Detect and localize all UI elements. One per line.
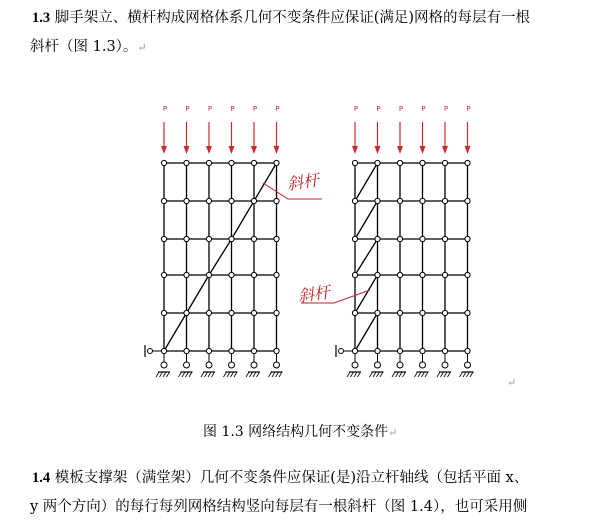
support-pin (442, 362, 448, 368)
load-arrowhead (352, 146, 358, 154)
support-hatch (208, 372, 211, 377)
support-hatch (422, 372, 425, 377)
joint-node (397, 236, 402, 241)
load-arrowhead (375, 146, 381, 154)
load-mark: P (443, 105, 449, 113)
joint-node (184, 198, 189, 203)
joint-node (397, 160, 402, 165)
joint-node (352, 236, 357, 241)
joint-node (161, 236, 166, 241)
support-pin (229, 362, 235, 368)
joint-node (229, 160, 234, 165)
joint-node (184, 272, 189, 277)
joint-node (352, 310, 357, 315)
joint-node (442, 348, 447, 353)
joint-node (274, 348, 279, 353)
diagonal-brace-label: 斜杆 (285, 170, 321, 194)
load-mark: P (207, 105, 213, 113)
joint-node (465, 160, 470, 165)
joint-node (206, 160, 211, 165)
joint-node (352, 160, 357, 165)
support-hatch (418, 372, 421, 377)
support-pin (375, 362, 381, 368)
support-hatch (179, 372, 182, 377)
support-hatch (182, 372, 185, 377)
support-hatch (163, 372, 166, 377)
paragraph-mark: ↵ (137, 41, 147, 54)
support-pin (206, 362, 212, 368)
joint-node (352, 348, 357, 353)
joint-node (442, 272, 447, 277)
diagonal-brace (254, 163, 277, 201)
support-hatch (448, 372, 451, 377)
joint-node (274, 198, 279, 203)
load-mark: P (275, 105, 280, 113)
support-hatch (231, 372, 234, 377)
support-pin (420, 362, 426, 368)
joint-node (397, 198, 402, 203)
support-hatch (246, 372, 249, 377)
joint-node (206, 198, 211, 203)
joint-node (397, 348, 402, 353)
figure-caption (203, 421, 397, 441)
joint-node (465, 310, 470, 315)
support-hatch (380, 372, 383, 377)
section-text-continued: 斜杆（图 1.3）。 (30, 39, 138, 55)
support-hatch (415, 372, 418, 377)
diagonal-brace (355, 239, 378, 275)
joint-node (420, 348, 425, 353)
support-hatch (460, 372, 463, 377)
support-hatch (467, 372, 470, 377)
section-number: 1.4 (32, 470, 51, 486)
joint-node (251, 160, 256, 165)
diagonal-brace (187, 275, 210, 313)
support-hatch (205, 372, 208, 377)
load-mark: P (398, 105, 404, 113)
joint-node (251, 272, 256, 277)
joint-node (420, 198, 425, 203)
support-hatch (399, 372, 402, 377)
support-pin (251, 362, 257, 368)
support-hatch (396, 372, 399, 377)
joint-node (420, 272, 425, 277)
load-arrowhead (420, 146, 426, 154)
load-arrowhead (251, 146, 257, 154)
load-mark: P (353, 105, 359, 113)
load-arrowhead (229, 146, 235, 154)
joint-node (184, 348, 189, 353)
support-hatch (156, 372, 159, 377)
joint-node (352, 272, 357, 277)
joint-node (229, 348, 234, 353)
figure-caption-text: 图 1.3 网络结构几何不变条件 (203, 424, 389, 440)
load-arrowhead (206, 146, 212, 154)
support-hatch (212, 372, 215, 377)
diagonal-brace (232, 201, 255, 239)
joint-node (442, 160, 447, 165)
joint-node (161, 310, 166, 315)
support-hatch (160, 372, 163, 377)
support-pin (465, 362, 471, 368)
support-hatch (358, 372, 361, 377)
support-hatch (370, 372, 373, 377)
joint-node (161, 198, 166, 203)
load-mark: P (162, 105, 168, 113)
joint-node (161, 348, 166, 353)
joint-node (251, 310, 256, 315)
support-hatch (470, 372, 473, 377)
support-hatch (403, 372, 406, 377)
support-hatch (441, 372, 444, 377)
load-mark: P (252, 105, 258, 113)
joint-node (274, 272, 279, 277)
load-mark: P (421, 105, 426, 113)
support-hatch (227, 372, 230, 377)
load-arrowhead (274, 146, 280, 154)
joint-node (206, 236, 211, 241)
joint-node (465, 272, 470, 277)
support-hatch (425, 372, 428, 377)
diagonal-brace-label: 斜杆 (296, 282, 332, 306)
joint-node (161, 272, 166, 277)
joint-node (420, 160, 425, 165)
diagonal-brace (355, 201, 378, 239)
load-arrowhead (161, 146, 167, 154)
diagonal-brace (209, 239, 232, 275)
joint-node (442, 236, 447, 241)
joint-node (229, 272, 234, 277)
support-pin (274, 362, 280, 368)
support-hatch (373, 372, 376, 377)
load-mark: P (185, 105, 190, 113)
support-pin (352, 362, 358, 368)
joint-node (274, 236, 279, 241)
support-hatch (279, 372, 282, 377)
joint-node (206, 272, 211, 277)
load-arrowhead (397, 146, 403, 154)
support-hatch (351, 372, 354, 377)
joint-node (206, 348, 211, 353)
joint-node (184, 160, 189, 165)
joint-node (465, 198, 470, 203)
joint-node (442, 198, 447, 203)
joint-node (229, 236, 234, 241)
joint-node (375, 272, 380, 277)
support-hatch (224, 372, 227, 377)
joint-node (251, 348, 256, 353)
joint-node (375, 348, 380, 353)
section-text: 脚手架立、横杆构成网格体系几何不变条件应保证(满足)网格的每层有一根 (54, 10, 531, 26)
joint-node (420, 236, 425, 241)
support-hatch (392, 372, 395, 377)
joint-node (184, 310, 189, 315)
support-hatch (189, 372, 192, 377)
load-mark: P (230, 105, 235, 113)
support-hatch (272, 372, 275, 377)
support-pin (397, 362, 403, 368)
section-number: 1.3 (32, 10, 51, 26)
joint-node (465, 348, 470, 353)
joint-node (375, 310, 380, 315)
load-arrowhead (184, 146, 190, 154)
support-hatch (444, 372, 447, 377)
paragraph-mark: ↵ (388, 426, 398, 439)
joint-node (229, 310, 234, 315)
support-hatch (276, 372, 279, 377)
joint-node (375, 160, 380, 165)
joint-node (375, 198, 380, 203)
joint-node (397, 272, 402, 277)
support-pin (184, 362, 190, 368)
lateral-support-pin (148, 349, 153, 354)
joint-node (251, 236, 256, 241)
joint-node (161, 160, 166, 165)
joint-node (274, 160, 279, 165)
diagonal-brace (355, 163, 378, 201)
joint-node (442, 310, 447, 315)
support-hatch (186, 372, 189, 377)
section-1-4 (30, 464, 600, 522)
section-1-4-line-2 (30, 493, 600, 522)
joint-node (184, 236, 189, 241)
load-mark: P (466, 105, 471, 113)
section-1-4-line-1 (30, 464, 600, 493)
diagonal-brace (355, 313, 378, 351)
joint-node (420, 310, 425, 315)
support-hatch (253, 372, 256, 377)
support-hatch (269, 372, 272, 377)
lateral-support-pin (339, 349, 344, 354)
joint-node (465, 236, 470, 241)
joint-node (397, 310, 402, 315)
joint-node (352, 198, 357, 203)
support-hatch (250, 372, 253, 377)
support-hatch (463, 372, 466, 377)
support-hatch (201, 372, 204, 377)
load-arrowhead (465, 146, 471, 154)
support-hatch (377, 372, 380, 377)
section-text: 模板支撑架（满堂架）几何不变条件应保证(是)沿立杆轴线（包括平面 x、 (54, 470, 529, 486)
paragraph-mark: ↵ (507, 376, 517, 389)
joint-node (229, 198, 234, 203)
support-hatch (257, 372, 260, 377)
support-hatch (354, 372, 357, 377)
load-mark: P (376, 105, 381, 113)
joint-node (251, 198, 256, 203)
joint-node (375, 236, 380, 241)
support-hatch (347, 372, 350, 377)
support-pin (161, 362, 167, 368)
joint-node (274, 310, 279, 315)
section-text-continued: y 两个方向）的每行每列网格结构竖向每层有一根斜杆（图 1.4），也可采用侧 (30, 499, 528, 515)
joint-node (206, 310, 211, 315)
support-hatch (167, 372, 170, 377)
support-hatch (437, 372, 440, 377)
support-hatch (234, 372, 237, 377)
diagonal-brace (164, 313, 187, 351)
load-arrowhead (442, 146, 448, 154)
